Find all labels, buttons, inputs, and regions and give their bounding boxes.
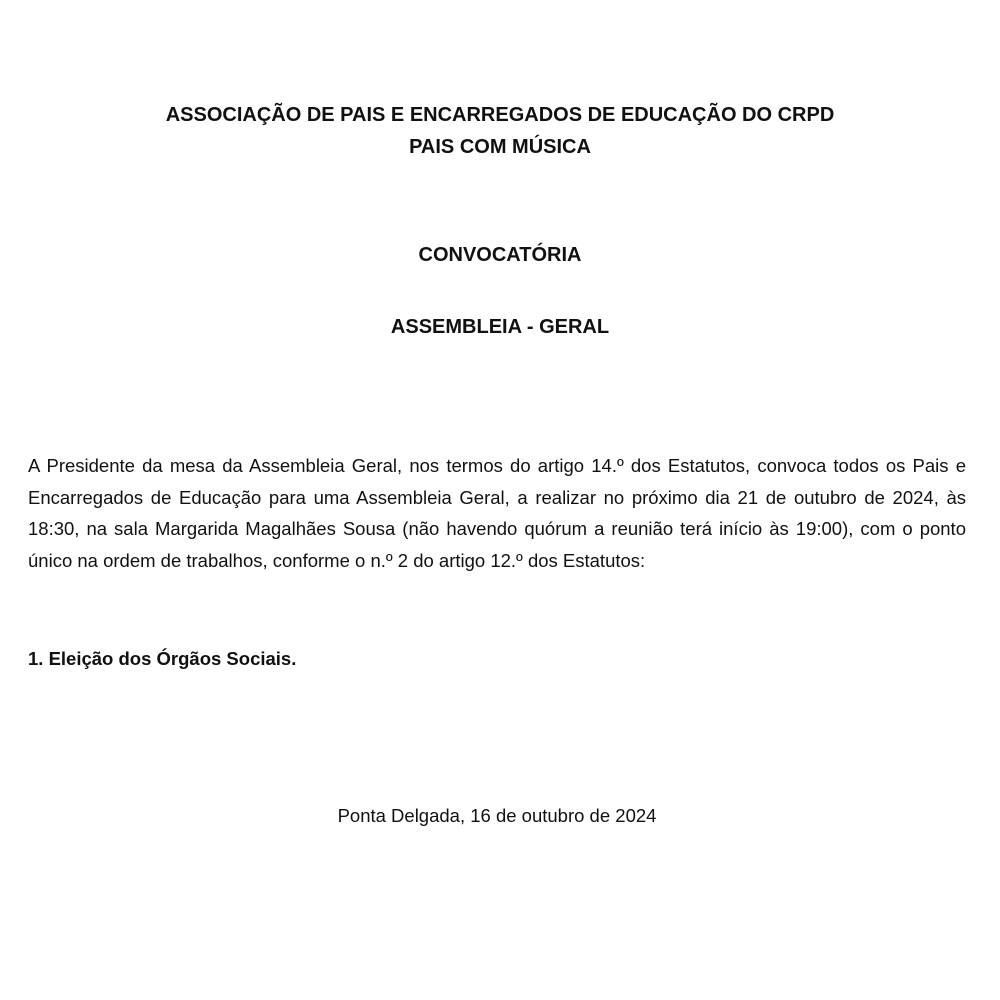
organization-header (0, 99, 1000, 163)
convocation-paragraph: A Presidente da mesa da Assembleia Geral, nos termos do artigo 14.º dos Estatutos, convoca todos os Pais e Encarregados de Educação para uma Assembleia Geral, a realizar no próximo dia 21 de outubro de 2024, às 18:30, na sala Margarida Magalhães Sousa (não havendo quórum a reunião terá início às 19:00), com o ponto único na ordem de trabalhos, conforme o n.º 2 do artigo 12.º dos Estatutos: (28, 455, 966, 571)
agenda-item: 1. Eleição dos Órgãos Sociais. (28, 648, 297, 669)
organization-name: ASSOCIAÇÃO DE PAIS E ENCARREGADOS DE EDUCAÇÃO DO CRPD (165, 104, 835, 126)
organization-subtitle: PAIS COM MÚSICA (409, 136, 591, 158)
place-and-date: Ponta Delgada, 16 de outubro de 2024 (337, 805, 657, 826)
document-subject-title: ASSEMBLEIA - GERAL (390, 316, 610, 338)
document-type-title: CONVOCATÓRIA (418, 244, 582, 266)
